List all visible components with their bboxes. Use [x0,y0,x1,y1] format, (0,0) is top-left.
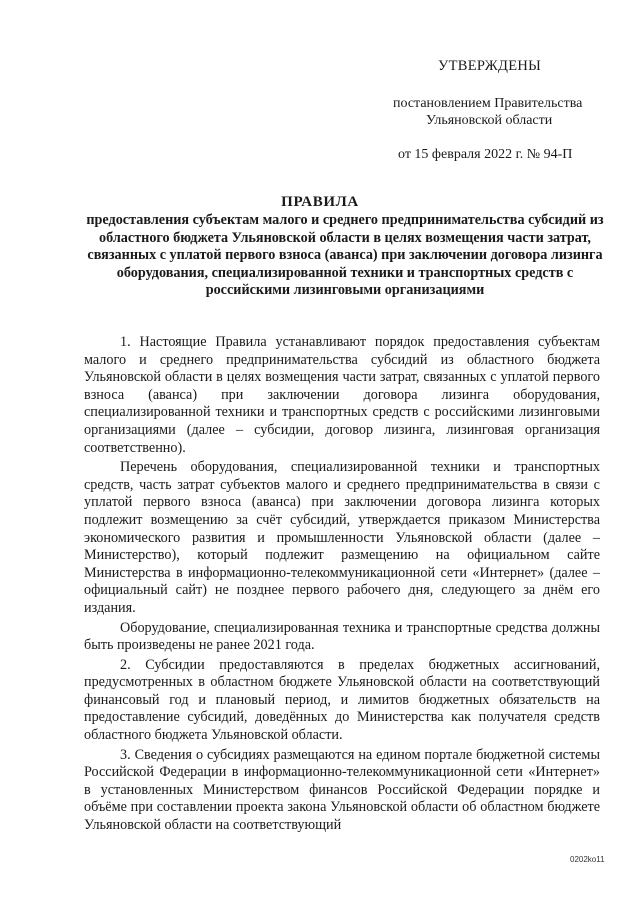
paragraph: Оборудование, специализированная техника и транспортные средства должны быть произведены не ранее 2021 года. [84,619,600,654]
paragraph: 2. Субсидии предоставляются в пределах бюджетных ассигнований, предусмотренных в областном бюджете Ульяновской области на соответствующий финансовый год и плановый период, и лимитов бюджетных обязательств на предоставление субсидий, доведённых до Министерства как получателя средств областного бюджета Ульяновской области. [84,656,600,744]
decree-date: от 15 февраля 2022 г. № 94-П [398,147,573,162]
paragraph: Перечень оборудования, специализированной техники и транспортных средств, часть затрат субъектов малого и среднего предпринимательства в связи с уплатой первого взноса (аванса) при заключении договора лизинга которых подлежит возмещению за счёт субсидий, утверждается приказом Министерства экономического развития и промышленности Ульяновской области (далее – Министерство), который подлежит размещению на официальном сайте Министерства в информационно-телекоммуникационной сети «Интернет» (далее – официальный сайт) не позднее первого рабочего дня, следующего за днём его издания. [84,459,600,616]
footer-code: 0202ko11 [570,855,605,864]
approval-heading: УТВЕРЖДЕНЫ [438,58,542,74]
decree-issuer-line2: Ульяновской области [426,113,553,128]
document-title: ПРАВИЛА [281,194,359,210]
document-subtitle: предоставления субъектам малого и среднего предпринимательства субсидий из областного бюджета Ульяновской области в целях возмещения части затрат, связанных с уплатой первого взноса (аванса) при заключении договора лизинга оборудования, специализированной техники и транспортных средств с российскими лизинговыми организациями [86,212,604,299]
paragraph: 3. Сведения о субсидиях размещаются на едином портале бюджетной системы Российской Федерации в информационно-телекоммуникационной сети «Интернет» в установленных Министерством финансов Российской Федерации порядке и объёме при составлении проекта закона Ульяновской области об областном бюджете Ульяновской области на соответствующий [84,746,600,834]
paragraph: 1. Настоящие Правила устанавливают порядок предоставления субъектам малого и среднего предпринимательства субсидий из областного бюджета Ульяновской области в целях возмещения части затрат, связанных с уплатой первого взноса (аванса) при заключении договора лизинга оборудования, специализированной техники и транспортных средств с российскими лизинговыми организациями (далее – субсидии, договор лизинга, лизинговая организация соответственно). [84,334,600,456]
document-body [84,334,600,835]
decree-issuer-line1: постановлением Правительства [393,96,583,111]
